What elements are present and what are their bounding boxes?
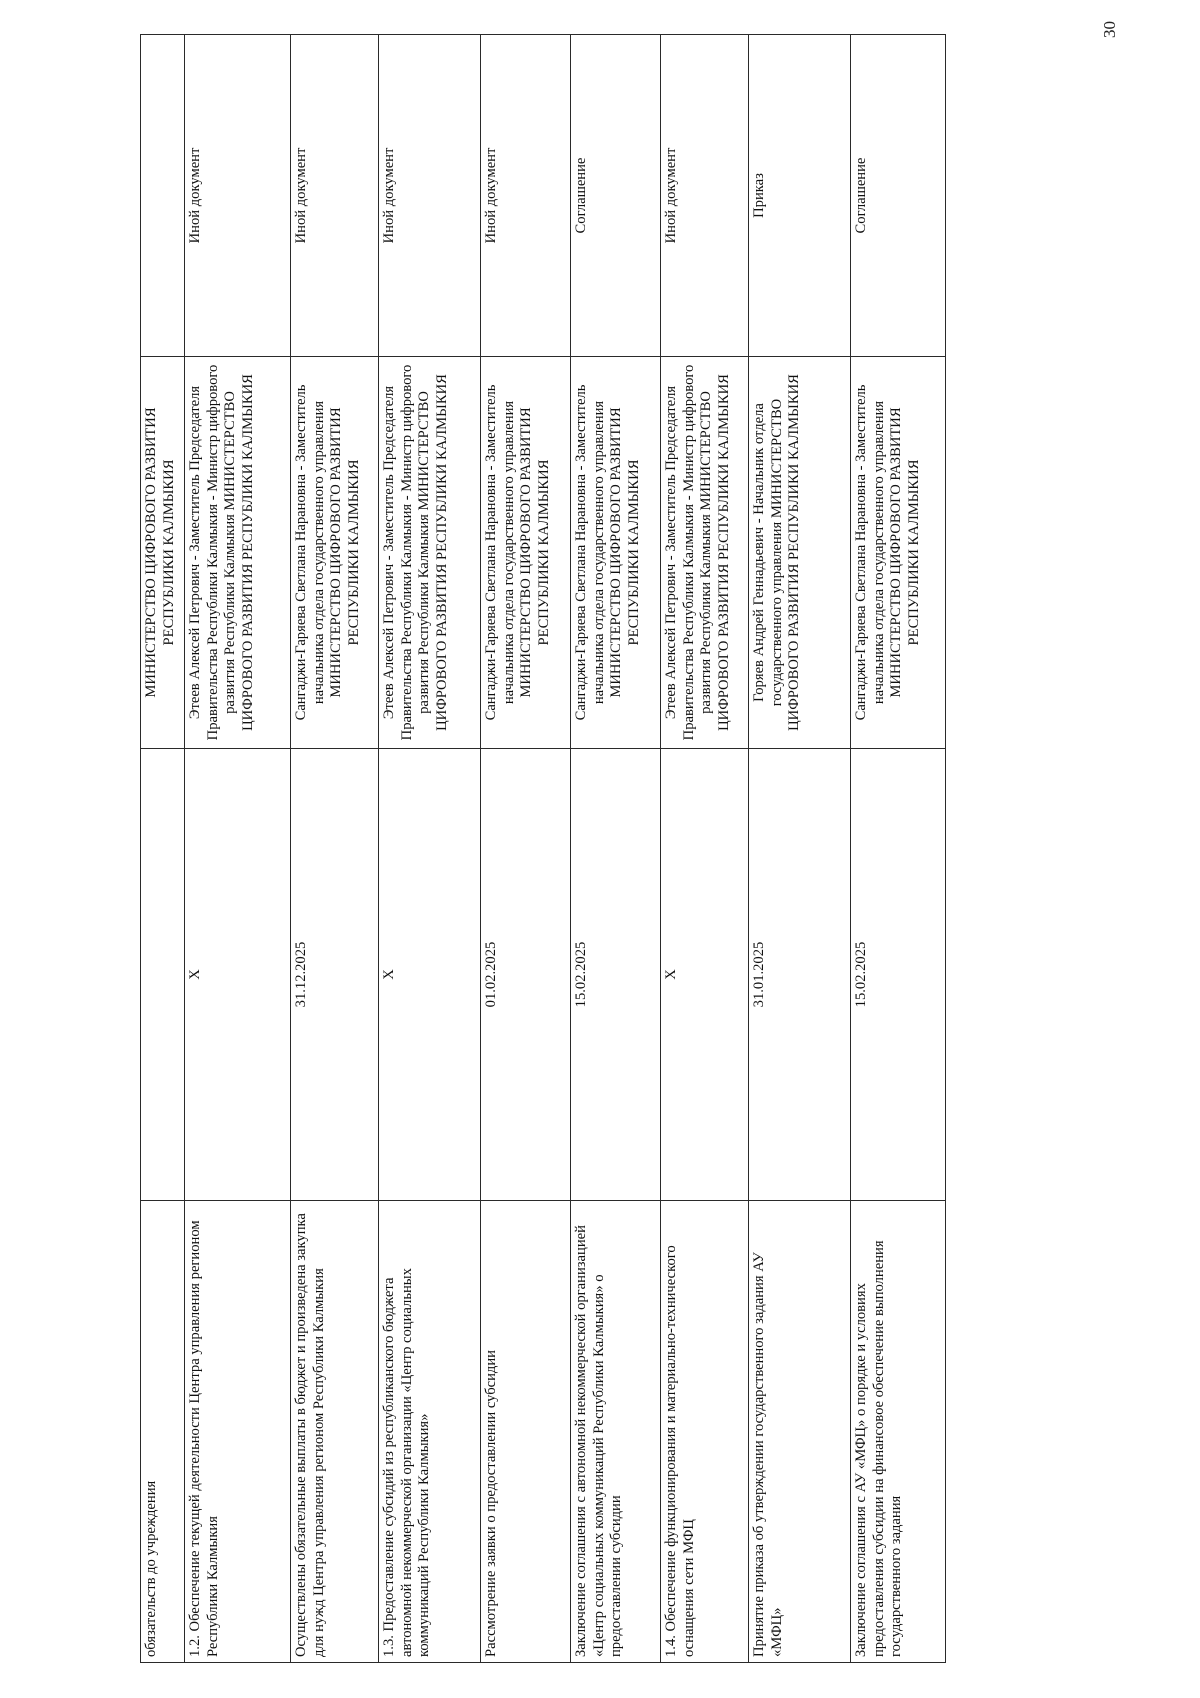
plan-table (140, 34, 946, 1663)
responsible-cell: Этеев Алексей Петрович - Заместитель Председателя Правительства Республики Калмыкия - Министр цифрового развития Республики Калмыкия МИНИСТЕРСТВО ЦИФРОВОГО РАЗВИТИЯ РЕСПУБЛИКИ КАЛМЫКИЯ (661, 357, 749, 749)
date-cell: X (185, 749, 291, 1201)
document-type-cell: Иной документ (291, 35, 379, 357)
responsible-cell: МИНИСТЕРСТВО ЦИФРОВОГО РАЗВИТИЯ РЕСПУБЛИКИ КАЛМЫКИЯ (141, 357, 185, 749)
task-cell: Осуществлены обязательные выплаты в бюджет и произведена закупка для нужд Центра управления регионом Республики Калмыкия (291, 1201, 379, 1663)
document-type-cell (141, 35, 185, 357)
rotated-page-content (140, 35, 946, 1663)
date-cell: 31.01.2025 (749, 749, 851, 1201)
date-cell: X (379, 749, 481, 1201)
responsible-cell: Сангаджи-Гаряева Светлана Нарановна - Заместитель начальника отдела государственного управления МИНИСТЕРСТВО ЦИФРОВОГО РАЗВИТИЯ РЕСПУБЛИКИ КАЛМЫКИЯ (481, 357, 571, 749)
document-type-cell: Соглашение (571, 35, 661, 357)
task-cell: обязательств до учреждения (141, 1201, 185, 1663)
task-cell: 1.4. Обеспечение функционирования и материально-технического оснащения сети МФЦ (661, 1201, 749, 1663)
table-row (141, 35, 185, 1663)
table-row (481, 35, 571, 1663)
responsible-cell: Этеев Алексей Петрович - Заместитель Председателя Правительства Республики Калмыкия - Министр цифрового развития Республики Калмыкия МИНИСТЕРСТВО ЦИФРОВОГО РАЗВИТИЯ РЕСПУБЛИКИ КАЛМЫКИЯ (185, 357, 291, 749)
task-cell: 1.3. Предоставление субсидий из республиканского бюджета автономной некоммерческой организации «Центр социальных коммуникаций Республики Калмыкия» (379, 1201, 481, 1663)
page-number: 30 (1100, 21, 1119, 38)
table-row (291, 35, 379, 1663)
table-row (749, 35, 851, 1663)
table-row (661, 35, 749, 1663)
task-cell: Принятие приказа об утверждении государственного задания АУ «МФЦ» (749, 1201, 851, 1663)
responsible-cell: Этеев Алексей Петрович - Заместитель Председателя Правительства Республики Калмыкия - Министр цифрового развития Республики Калмыкия МИНИСТЕРСТВО ЦИФРОВОГО РАЗВИТИЯ РЕСПУБЛИКИ КАЛМЫКИЯ (379, 357, 481, 749)
document-type-cell: Иной документ (661, 35, 749, 357)
table-row (185, 35, 291, 1663)
table-row (379, 35, 481, 1663)
date-cell: 15.02.2025 (851, 749, 946, 1201)
task-cell: Рассмотрение заявки о предоставлении субсидии (481, 1201, 571, 1663)
responsible-cell: Горяев Андрей Геннадьевич - Начальник отдела государственного управления МИНИСТЕРСТВО ЦИФРОВОГО РАЗВИТИЯ РЕСПУБЛИКИ КАЛМЫКИЯ (749, 357, 851, 749)
task-cell: 1.2. Обеспечение текущей деятельности Центра управления регионом Республики Калмыкия (185, 1201, 291, 1663)
responsible-cell: Сангаджи-Гаряева Светлана Нарановна - Заместитель начальника отдела государственного управления МИНИСТЕРСТВО ЦИФРОВОГО РАЗВИТИЯ РЕСПУБЛИКИ КАЛМЫКИЯ (851, 357, 946, 749)
date-cell: 31.12.2025 (291, 749, 379, 1201)
task-cell: Заключение соглашения с автономной некоммерческой организацией «Центр социальных коммуникаций Республики Калмыкия» о предоставлении субсидии (571, 1201, 661, 1663)
document-type-cell: Соглашение (851, 35, 946, 357)
date-cell: 15.02.2025 (571, 749, 661, 1201)
document-type-cell: Иной документ (481, 35, 571, 357)
document-type-cell: Иной документ (185, 35, 291, 357)
date-cell (141, 749, 185, 1201)
responsible-cell: Сангаджи-Гаряева Светлана Нарановна - Заместитель начальника отдела государственного управления МИНИСТЕРСТВО ЦИФРОВОГО РАЗВИТИЯ РЕСПУБЛИКИ КАЛМЫКИЯ (571, 357, 661, 749)
document-type-cell: Приказ (749, 35, 851, 357)
table-row (571, 35, 661, 1663)
table-row (851, 35, 946, 1663)
document-type-cell: Иной документ (379, 35, 481, 357)
responsible-cell: Сангаджи-Гаряева Светлана Нарановна - Заместитель начальника отдела государственного управления МИНИСТЕРСТВО ЦИФРОВОГО РАЗВИТИЯ РЕСПУБЛИКИ КАЛМЫКИЯ (291, 357, 379, 749)
task-cell: Заключение соглашения с АУ «МФЦ» о порядке и условиях предоставления субсидии на финансовое обеспечение выполнения государственного задания (851, 1201, 946, 1663)
date-cell: X (661, 749, 749, 1201)
date-cell: 01.02.2025 (481, 749, 571, 1201)
